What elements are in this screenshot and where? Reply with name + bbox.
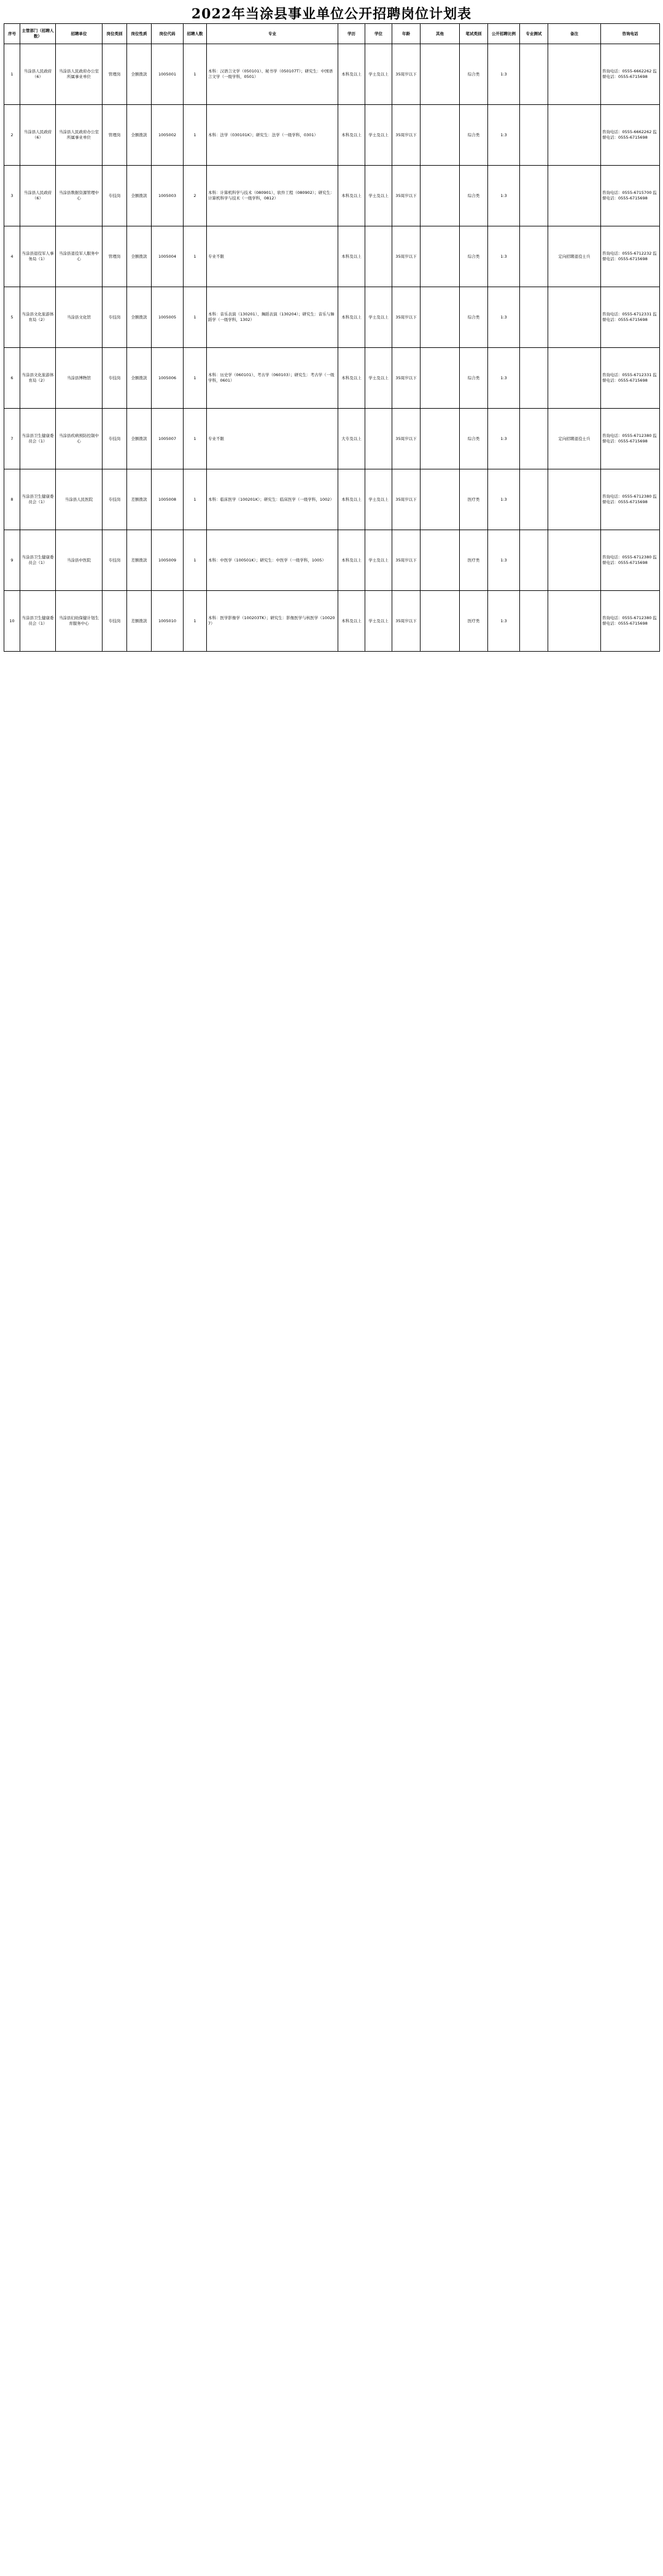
cell-age: 35周岁以下 — [392, 409, 421, 469]
cell-ratio: 1:3 — [488, 348, 520, 409]
cell-phone: 咨询电话：0555-6662262 监督电话：0555-6715698 — [601, 44, 660, 105]
cell-no: 4 — [4, 226, 20, 287]
header-no: 序号 — [4, 24, 20, 44]
cell-unit: 当涂县数据资源管理中心 — [56, 166, 103, 226]
cell-major: 本科：中医学（100501K）；研究生：中医学（一级学科，1005） — [207, 530, 338, 591]
cell-major: 专业不限 — [207, 409, 338, 469]
cell-age: 35周岁以下 — [392, 105, 421, 166]
cell-unit: 当涂县文化馆 — [56, 287, 103, 348]
cell-degree: 学士及以上 — [365, 287, 392, 348]
cell-education: 本科及以上 — [338, 105, 365, 166]
cell-nature: 差额拨款 — [127, 469, 152, 530]
cell-note: 定向招聘退役士兵 — [548, 226, 601, 287]
cell-exam: 综合类 — [460, 226, 488, 287]
cell-phone: 咨询电话：0555-6712331 监督电话：0555-6715698 — [601, 287, 660, 348]
header-unit: 招聘单位 — [56, 24, 103, 44]
cell-age: 35周岁以下 — [392, 469, 421, 530]
cell-degree — [365, 226, 392, 287]
cell-unit: 当涂县人民医院 — [56, 469, 103, 530]
cell-nature: 全额拨款 — [127, 166, 152, 226]
cell-dept: 当涂县卫生健康委员会（1） — [20, 591, 56, 652]
cell-category: 专技岗 — [103, 287, 127, 348]
table-row — [4, 105, 660, 166]
cell-age: 35周岁以下 — [392, 530, 421, 591]
cell-test — [520, 591, 548, 652]
cell-no: 5 — [4, 287, 20, 348]
cell-phone: 咨询电话：0555-6712380 监督电话：0555-6715698 — [601, 409, 660, 469]
cell-note — [548, 469, 601, 530]
cell-no: 1 — [4, 44, 20, 105]
cell-exam: 医疗类 — [460, 469, 488, 530]
cell-major: 本科：计算机科学与技术（080901）、软件工程（080902）；研究生：计算机科学与技术（一级学科，0812） — [207, 166, 338, 226]
cell-age: 35周岁以下 — [392, 44, 421, 105]
cell-other — [421, 591, 460, 652]
recruitment-table — [4, 23, 660, 652]
cell-no: 3 — [4, 166, 20, 226]
cell-code: 1005001 — [152, 44, 184, 105]
cell-no: 9 — [4, 530, 20, 591]
cell-code: 1005005 — [152, 287, 184, 348]
cell-degree: 学士及以上 — [365, 166, 392, 226]
cell-nature: 全额拨款 — [127, 409, 152, 469]
cell-nature: 全额拨款 — [127, 226, 152, 287]
cell-major: 本科：历史学（060101）、考古学（060103）；研究生：考古学（一级学科，0601） — [207, 348, 338, 409]
cell-phone: 咨询电话：0555-6712380 监督电话：0555-6715698 — [601, 591, 660, 652]
cell-major: 本科：临床医学（100201K）；研究生：临床医学（一级学科，1002） — [207, 469, 338, 530]
cell-category: 专技岗 — [103, 348, 127, 409]
cell-exam: 医疗类 — [460, 591, 488, 652]
cell-ratio: 1:3 — [488, 469, 520, 530]
cell-category: 专技岗 — [103, 166, 127, 226]
cell-count: 1 — [184, 105, 207, 166]
table-row — [4, 348, 660, 409]
cell-phone: 咨询电话：0555-6712380 监督电话：0555-6715698 — [601, 469, 660, 530]
cell-other — [421, 105, 460, 166]
table-row — [4, 530, 660, 591]
cell-count: 1 — [184, 44, 207, 105]
cell-other — [421, 226, 460, 287]
cell-nature: 全额拨款 — [127, 44, 152, 105]
header-test: 专业测试 — [520, 24, 548, 44]
cell-count: 1 — [184, 591, 207, 652]
cell-age: 35周岁以下 — [392, 591, 421, 652]
cell-major: 本科：医学影像学（100203TK）；研究生：影像医学与核医学（100207） — [207, 591, 338, 652]
cell-code: 1005009 — [152, 530, 184, 591]
cell-dept: 当涂县人民政府（6） — [20, 105, 56, 166]
cell-count: 1 — [184, 469, 207, 530]
table-row — [4, 469, 660, 530]
cell-education: 本科及以上 — [338, 591, 365, 652]
cell-exam: 综合类 — [460, 105, 488, 166]
cell-degree: 学士及以上 — [365, 44, 392, 105]
header-dept: 主管部门（招聘人数） — [20, 24, 56, 44]
cell-education: 本科及以上 — [338, 287, 365, 348]
cell-age: 35周岁以下 — [392, 226, 421, 287]
cell-unit: 当涂县人民政府办公室所属事业单位 — [56, 44, 103, 105]
table-row — [4, 591, 660, 652]
cell-age: 35周岁以下 — [392, 166, 421, 226]
cell-ratio: 1:3 — [488, 409, 520, 469]
table-row — [4, 226, 660, 287]
cell-test — [520, 287, 548, 348]
cell-phone: 咨询电话：0555-6712380 监督电话：0555-6715698 — [601, 530, 660, 591]
cell-education: 本科及以上 — [338, 530, 365, 591]
cell-major: 本科：法学（030101K）；研究生：法学（一级学科，0301） — [207, 105, 338, 166]
cell-count: 1 — [184, 348, 207, 409]
header-age: 年龄 — [392, 24, 421, 44]
cell-category: 专技岗 — [103, 469, 127, 530]
header-category: 岗位类别 — [103, 24, 127, 44]
cell-test — [520, 226, 548, 287]
cell-unit: 当涂县妇幼保健计划生育服务中心 — [56, 591, 103, 652]
cell-education: 本科及以上 — [338, 469, 365, 530]
cell-degree — [365, 409, 392, 469]
cell-code: 1005004 — [152, 226, 184, 287]
cell-degree: 学士及以上 — [365, 530, 392, 591]
cell-education: 本科及以上 — [338, 44, 365, 105]
cell-degree: 学士及以上 — [365, 105, 392, 166]
cell-nature: 全额拨款 — [127, 348, 152, 409]
cell-other — [421, 530, 460, 591]
header-note: 备注 — [548, 24, 601, 44]
cell-exam: 综合类 — [460, 44, 488, 105]
cell-no: 7 — [4, 409, 20, 469]
cell-education: 本科及以上 — [338, 226, 365, 287]
cell-other — [421, 348, 460, 409]
cell-ratio: 1:3 — [488, 530, 520, 591]
header-count: 招聘人数 — [184, 24, 207, 44]
cell-note: 定向招聘退役士兵 — [548, 409, 601, 469]
cell-other — [421, 287, 460, 348]
cell-dept: 当涂县文化旅游体育局（2） — [20, 287, 56, 348]
cell-test — [520, 409, 548, 469]
cell-exam: 医疗类 — [460, 530, 488, 591]
cell-exam: 综合类 — [460, 287, 488, 348]
cell-nature: 差额拨款 — [127, 530, 152, 591]
cell-ratio: 1:3 — [488, 287, 520, 348]
cell-ratio: 1:3 — [488, 226, 520, 287]
cell-nature: 全额拨款 — [127, 287, 152, 348]
table-header-row — [4, 24, 660, 44]
cell-age: 35周岁以下 — [392, 287, 421, 348]
cell-dept: 当涂县卫生健康委员会（1） — [20, 469, 56, 530]
table-row — [4, 166, 660, 226]
header-major: 专业 — [207, 24, 338, 44]
cell-dept: 当涂县人民政府（6） — [20, 166, 56, 226]
header-exam: 笔试类别 — [460, 24, 488, 44]
cell-code: 1005007 — [152, 409, 184, 469]
cell-education: 本科及以上 — [338, 348, 365, 409]
header-code: 岗位代码 — [152, 24, 184, 44]
cell-exam: 综合类 — [460, 166, 488, 226]
cell-nature: 全额拨款 — [127, 105, 152, 166]
cell-no: 8 — [4, 469, 20, 530]
cell-major: 本科：音乐表演（130201）、舞蹈表演（130204）；研究生：音乐与舞蹈学（一级学科，1302） — [207, 287, 338, 348]
cell-ratio: 1:3 — [488, 105, 520, 166]
cell-test — [520, 469, 548, 530]
cell-age: 35周岁以下 — [392, 348, 421, 409]
cell-dept: 当涂县卫生健康委员会（1） — [20, 530, 56, 591]
cell-unit: 当涂县博物馆 — [56, 348, 103, 409]
cell-phone: 咨询电话：0555-6715700 监督电话：0555-6715698 — [601, 166, 660, 226]
cell-test — [520, 348, 548, 409]
cell-no: 6 — [4, 348, 20, 409]
header-degree: 学位 — [365, 24, 392, 44]
cell-count: 1 — [184, 287, 207, 348]
cell-note — [548, 287, 601, 348]
table-row — [4, 287, 660, 348]
cell-category: 管理岗 — [103, 44, 127, 105]
header-phone: 咨询电话 — [601, 24, 660, 44]
cell-dept: 当涂县卫生健康委员会（1） — [20, 409, 56, 469]
cell-ratio: 1:3 — [488, 591, 520, 652]
cell-count: 1 — [184, 409, 207, 469]
cell-dept: 当涂县人民政府（6） — [20, 44, 56, 105]
cell-phone: 咨询电话：0555-6712331 监督电话：0555-6715698 — [601, 348, 660, 409]
cell-category: 管理岗 — [103, 105, 127, 166]
cell-count: 1 — [184, 226, 207, 287]
cell-major: 专业不限 — [207, 226, 338, 287]
cell-category: 管理岗 — [103, 226, 127, 287]
cell-no: 10 — [4, 591, 20, 652]
table-row — [4, 409, 660, 469]
cell-note — [548, 105, 601, 166]
cell-unit: 当涂县退役军人服务中心 — [56, 226, 103, 287]
cell-test — [520, 530, 548, 591]
cell-test — [520, 44, 548, 105]
cell-degree: 学士及以上 — [365, 348, 392, 409]
header-other: 其他 — [421, 24, 460, 44]
cell-count: 1 — [184, 530, 207, 591]
cell-code: 1005003 — [152, 166, 184, 226]
cell-test — [520, 105, 548, 166]
cell-other — [421, 44, 460, 105]
page-title: 2022年当涂县事业单位公开招聘岗位计划表 — [191, 6, 472, 22]
cell-unit: 当涂县人民政府办公室所属事业单位 — [56, 105, 103, 166]
cell-no: 2 — [4, 105, 20, 166]
cell-degree: 学士及以上 — [365, 469, 392, 530]
cell-note — [548, 591, 601, 652]
cell-other — [421, 469, 460, 530]
table-row — [4, 44, 660, 105]
cell-phone: 咨询电话：0555-6662262 监督电话：0555-6715698 — [601, 105, 660, 166]
cell-dept: 当涂县退役军人事务局（1） — [20, 226, 56, 287]
cell-code: 1005008 — [152, 469, 184, 530]
cell-note — [548, 348, 601, 409]
cell-other — [421, 166, 460, 226]
cell-category: 专技岗 — [103, 591, 127, 652]
cell-exam: 综合类 — [460, 348, 488, 409]
cell-unit: 当涂县疾病预防控制中心 — [56, 409, 103, 469]
header-nature: 岗位性质 — [127, 24, 152, 44]
cell-other — [421, 409, 460, 469]
cell-major: 本科：汉语言文学（050101）、秘书学（050107T）；研究生：中国语言文学（一级学科，0501） — [207, 44, 338, 105]
cell-code: 1005006 — [152, 348, 184, 409]
cell-exam: 综合类 — [460, 409, 488, 469]
cell-category: 专技岗 — [103, 409, 127, 469]
header-education: 学历 — [338, 24, 365, 44]
cell-education: 本科及以上 — [338, 166, 365, 226]
cell-note — [548, 530, 601, 591]
cell-phone: 咨询电话：0555-6712232 监督电话：0555-6715698 — [601, 226, 660, 287]
cell-ratio: 1:3 — [488, 166, 520, 226]
cell-degree: 学士及以上 — [365, 591, 392, 652]
cell-code: 1005002 — [152, 105, 184, 166]
cell-ratio: 1:3 — [488, 44, 520, 105]
cell-note — [548, 44, 601, 105]
cell-code: 1005010 — [152, 591, 184, 652]
cell-dept: 当涂县文化旅游体育局（2） — [20, 348, 56, 409]
cell-education: 大专及以上 — [338, 409, 365, 469]
cell-nature: 差额拨款 — [127, 591, 152, 652]
cell-unit: 当涂县中医院 — [56, 530, 103, 591]
cell-category: 专技岗 — [103, 530, 127, 591]
cell-test — [520, 166, 548, 226]
cell-count: 2 — [184, 166, 207, 226]
cell-note — [548, 166, 601, 226]
header-ratio: 公开招聘比例 — [488, 24, 520, 44]
